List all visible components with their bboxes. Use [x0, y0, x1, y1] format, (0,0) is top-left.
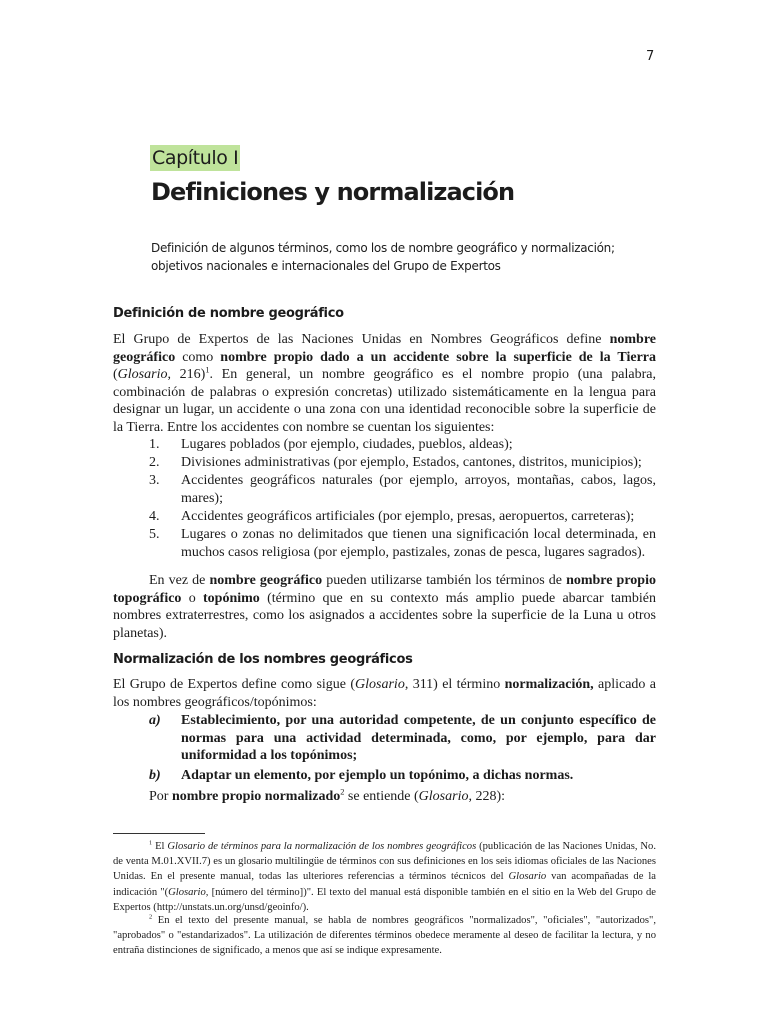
footnote-2: [113, 913, 656, 959]
list-item: [113, 436, 656, 454]
text: . En general, un nombre geográfico es el nombre propio (una palabra, combinación de palabras o expresión concretas) utilizado sistemáticamente en la lengua para designar un lugar, un accidente o una zona con una identidad reconocible sobre la superficie de la Tierra. Entre los accidentes con nombre se cuentan los siguientes:: [113, 367, 656, 435]
list-marker: 1.: [149, 437, 160, 452]
text: se entiende (: [344, 789, 419, 804]
footnote-divider: [113, 833, 205, 834]
list-item-text: Lugares poblados (por ejemplo, ciudades, pueblos, aldeas);: [181, 437, 513, 452]
paragraph-toponimo: [113, 572, 656, 642]
text: , 228):: [468, 789, 506, 804]
paragraph-normalizacion: [113, 676, 656, 711]
list-marker: a): [149, 713, 161, 728]
text: [número del término])". El texto del manual está disponible también en el sitio en la Web del Grupo de Expertos (http://unstats.un.org/unsd/geoinfo/).: [113, 886, 656, 913]
lettered-list-normalizacion: [113, 712, 656, 786]
text: , 311) el término: [404, 677, 505, 692]
chapter-summary: Definición de algunos términos, como los de nombre geográfico y normalización; objetivos nacionales e internacionales del Grupo de Expertos: [151, 241, 615, 273]
citation-italic: Glosario,: [168, 886, 209, 898]
text: El Grupo de Expertos define como sigue (: [113, 677, 356, 692]
citation-italic: Glosario: [355, 677, 405, 692]
list-item: [113, 767, 656, 785]
text: (: [113, 367, 118, 383]
paragraph-nombre-normalizado: [113, 788, 656, 806]
term-bold: nombre propio dado a un accidente sobre la superficie de la Tierra: [220, 349, 657, 365]
text: aplicado a los nombres geográficos/topónimos:: [113, 677, 656, 710]
footnote-ref[interactable]: 1: [205, 365, 210, 375]
term-bold: nombre geográfico: [113, 332, 656, 365]
term-bold: nombre geográfico: [209, 573, 323, 588]
text: El Grupo de Expertos de las Naciones Unidas en Nombres Geográficos define: [113, 332, 610, 347]
list-item: [113, 472, 656, 507]
citation-italic: Glosario: [418, 789, 469, 804]
text: van acompañadas de la indicación "(: [113, 871, 656, 898]
list-item-text: Lugares o zonas no delimitados que tienen una significación local determinada, en muchos casos religiosa (por ejemplo, pastizales, zonas de pesca, lugares sagrados).: [181, 527, 656, 560]
page-number: 7: [646, 49, 655, 64]
text: En el texto del presente manual, se habla de nombres geográficos "normalizados", "oficiales", "autorizados", "aprobados" o "estandarizados". La utilización de diferentes términos obedece meramente al deseo de facilitar la lectura, y no entraña distinciones de significado, a menos que así se indique expresamente.: [113, 915, 656, 957]
term-bold: nombre propio topográfico: [113, 573, 656, 606]
list-marker: 5.: [149, 527, 160, 543]
citation-italic: Glosario de términos para la normalización de los nombres geográficos: [167, 841, 477, 852]
citation-italic: Glosario: [117, 367, 168, 383]
list-marker: 3.: [149, 473, 160, 489]
list-marker: b): [149, 767, 161, 783]
footnote-number: 1: [149, 839, 153, 847]
list-item-text: Accidentes geográficos artificiales (por ejemplo, presas, aeropuertos, carreteras);: [181, 509, 635, 525]
list-item-text: Adaptar un elemento, por ejemplo un topónimo, a dichas normas.: [181, 767, 574, 783]
term-bold: topónimo: [203, 590, 260, 606]
text: (término que en su contexto más amplio puede abarcar también nombres extraterrestres, como los asignados a accidentes sobre la superficie de la Luna u otros planetas).: [113, 590, 656, 641]
footnote-ref[interactable]: 2: [340, 787, 345, 797]
list-item-text: Establecimiento, por una autoridad competente, de un conjunto específico de normas para una actividad determinada, como, por ejemplo, para dar uniformidad a los topónimos;: [181, 713, 656, 764]
list-marker: 2.: [149, 455, 160, 471]
list-item: [113, 526, 656, 561]
list-marker: 4.: [149, 509, 160, 525]
text: (publicación de las Naciones Unidas, No. de venta M.01.XVII.7) es un glosario multilingüe de términos con sus definiciones en los seis idiomas oficiales de las Naciones Unidas. En el presente manual, todas las ulteriores referencias a términos técnicos del: [113, 841, 656, 883]
paragraph-definicion: [113, 331, 656, 437]
section-heading-normalizacion: Normalización de los nombres geográficos: [113, 652, 413, 667]
text: como: [175, 349, 221, 365]
list-item: [113, 508, 656, 526]
section-heading-nombre-geografico: Definición de nombre geográfico: [113, 306, 344, 321]
text: , 216): [167, 367, 206, 383]
text: pueden utilizarse también los términos de: [322, 573, 567, 588]
term-bold: nombre propio normalizado: [171, 789, 341, 804]
text: Por: [149, 789, 172, 804]
list-item: [113, 712, 656, 765]
numbered-list-accidentes: [113, 436, 656, 562]
chapter-label: Capítulo I: [152, 147, 239, 169]
footnote-number: 2: [149, 913, 153, 921]
text: o: [181, 590, 203, 606]
text: El: [152, 841, 168, 852]
citation-italic: Glosario: [508, 871, 547, 883]
text: En vez de: [149, 573, 210, 588]
footnote-1: [113, 839, 656, 915]
list-item-text: Divisiones administrativas (por ejemplo, Estados, cantones, distritos, municipios);: [181, 455, 642, 471]
list-item-text: Accidentes geográficos naturales (por ejemplo, arroyos, montañas, cabos, lagos, mares);: [181, 473, 656, 506]
list-item: [113, 454, 656, 472]
chapter-title: Definiciones y normalización: [151, 178, 515, 206]
term-bold: normalización,: [504, 677, 594, 692]
